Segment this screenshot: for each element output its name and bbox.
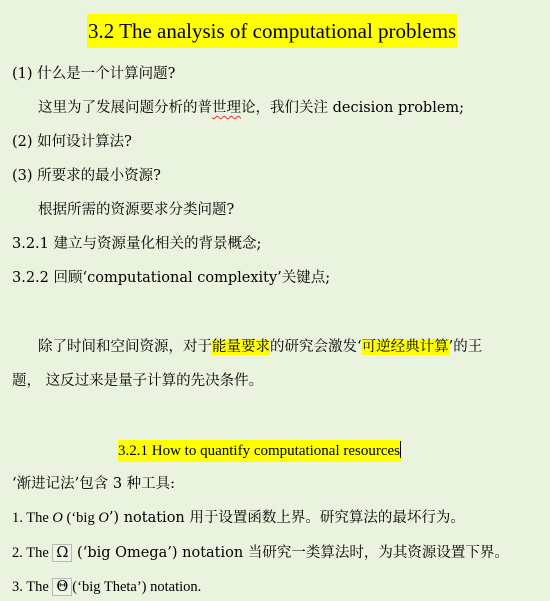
section-title: 3.2 The analysis of computational problems [87,14,457,48]
paragraph-line-2: 题， 这反过来是量子计算的先决条件。 [12,373,264,389]
subheading-text: 3.2.1 How to quantify computational resources [118,443,401,459]
subheading [118,440,401,462]
tool-1-symbol: O [52,510,63,526]
tool-1-rest: ’) notation 用于设置函数上界。研究算法的最坏行为。 [108,510,465,526]
highlight-energy: 能量要求 [212,339,270,355]
tool-1-symbol-2: O [98,510,109,526]
highlight-reversible: 可逆经典计算 [361,339,449,355]
question-3: (3) 所要求的最小资源? [12,168,161,184]
tool-3-rest: (‘big Theta’) notation. [72,579,202,595]
question-3-note: 根据所需的资源要求分类问题? [38,202,235,218]
tool-2-prefix: 2. The [12,545,53,561]
paragraph-text-c: ’的王 [448,339,483,355]
subsection-3-2-1-outline: 3.2.1 建立与资源量化相关的背景概念; [12,236,262,252]
tool-2-rest: (‘big Omega’) notation 当研究一类算法时，为其资源设置下界。 [72,545,509,561]
tool-1 [12,508,465,528]
question-1-note [38,98,464,118]
spellcheck-squiggle: 世理 [212,100,241,116]
question-2: (2) 如何设计算法? [12,134,132,150]
paragraph-line-1 [38,337,482,357]
tools-intro: ‘渐进记法’包含 3 种工具: [12,476,176,492]
tool-3 [12,577,201,597]
text-cursor [400,441,401,458]
paragraph-text-b: 的研究会激发‘ [270,339,362,355]
question-1-note-text-a: 这里为了发展问题分析的普 [38,100,212,116]
tool-1-prefix: 1. The [12,510,53,526]
tool-1-mid: (‘big [62,510,99,526]
subsection-3-2-2-outline: 3.2.2 回顾‘computational complexity’关键点; [12,270,331,286]
omega-symbol: Ω [52,544,72,562]
paragraph-text-a: 除了时间和空间资源，对于 [38,339,212,355]
tool-2 [12,543,509,563]
question-1-note-text-b: 论，我们关注 decision problem; [241,100,465,116]
tool-3-prefix: 3. The [12,579,53,595]
question-1: (1) 什么是一个计算问题? [12,66,176,82]
theta-symbol: Θ [52,578,72,596]
